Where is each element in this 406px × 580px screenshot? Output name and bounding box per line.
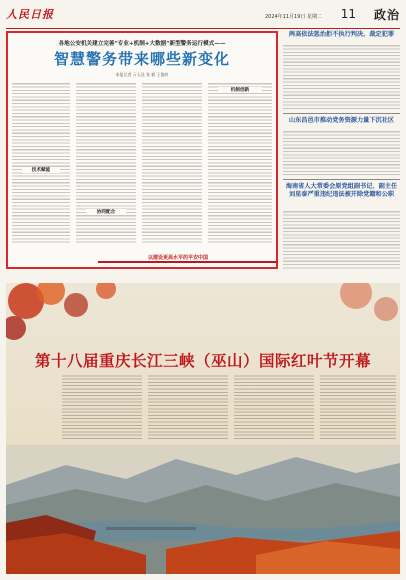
divider — [283, 113, 400, 114]
right-headline-3[interactable]: 海南省人大常委会原党组副书记、副主任刘星泰严重违纪违法被开除党籍和公职 — [285, 183, 398, 198]
article-column-4 — [208, 81, 272, 245]
page-number: 11 — [340, 7, 356, 21]
feature-spread[interactable] — [6, 283, 400, 574]
right-body-1 — [283, 43, 400, 109]
article-headline[interactable]: 智慧警务带来哪些新变化 — [53, 50, 230, 68]
three-gorges-photo — [6, 445, 400, 574]
article-column-1 — [12, 81, 70, 245]
banner-text: 以建设更高水平的平安中国 — [148, 255, 209, 261]
right-body-3 — [283, 209, 400, 269]
issue-date: 2024年11月19日 星期二 — [264, 14, 322, 20]
masthead — [6, 6, 400, 29]
divider — [283, 179, 400, 180]
subhead-coordination: 协同配合 — [86, 209, 126, 215]
feature-title[interactable]: 第十八届重庆长江三峡（巫山）国际红叶节开幕 — [34, 351, 371, 370]
right-headline-2[interactable]: 山东昌邑市推动党务资源力量下沉社区 — [288, 117, 395, 124]
feature-column-4 — [320, 373, 396, 441]
article-kicker: 各地公安机关建立完善“专业+机制+大数据”新型警务运行模式—— — [58, 41, 226, 47]
lead-article[interactable] — [6, 31, 278, 269]
article-column-2 — [76, 81, 136, 245]
banner-rule — [98, 261, 278, 263]
section-name: 政治 — [373, 8, 400, 22]
red-leaves-decoration — [6, 283, 400, 353]
newspaper-logo[interactable]: 人民日报 — [6, 8, 54, 21]
feature-column-3 — [234, 373, 314, 441]
right-headline-1[interactable]: 两高依法惩治拒不执行判决、裁定犯罪 — [288, 31, 395, 38]
subhead-mechanism: 机制创新 — [218, 87, 262, 93]
article-banner — [98, 251, 278, 265]
subhead-tech: 技术赋能 — [22, 167, 60, 173]
feature-column-1 — [62, 373, 142, 441]
article-byline: 本报记者 亓玉昆 张 毅 王俊岭 — [115, 72, 169, 77]
feature-column-2 — [148, 373, 228, 441]
right-body-2 — [283, 129, 400, 175]
article-column-3 — [142, 81, 202, 245]
right-column — [283, 31, 400, 271]
